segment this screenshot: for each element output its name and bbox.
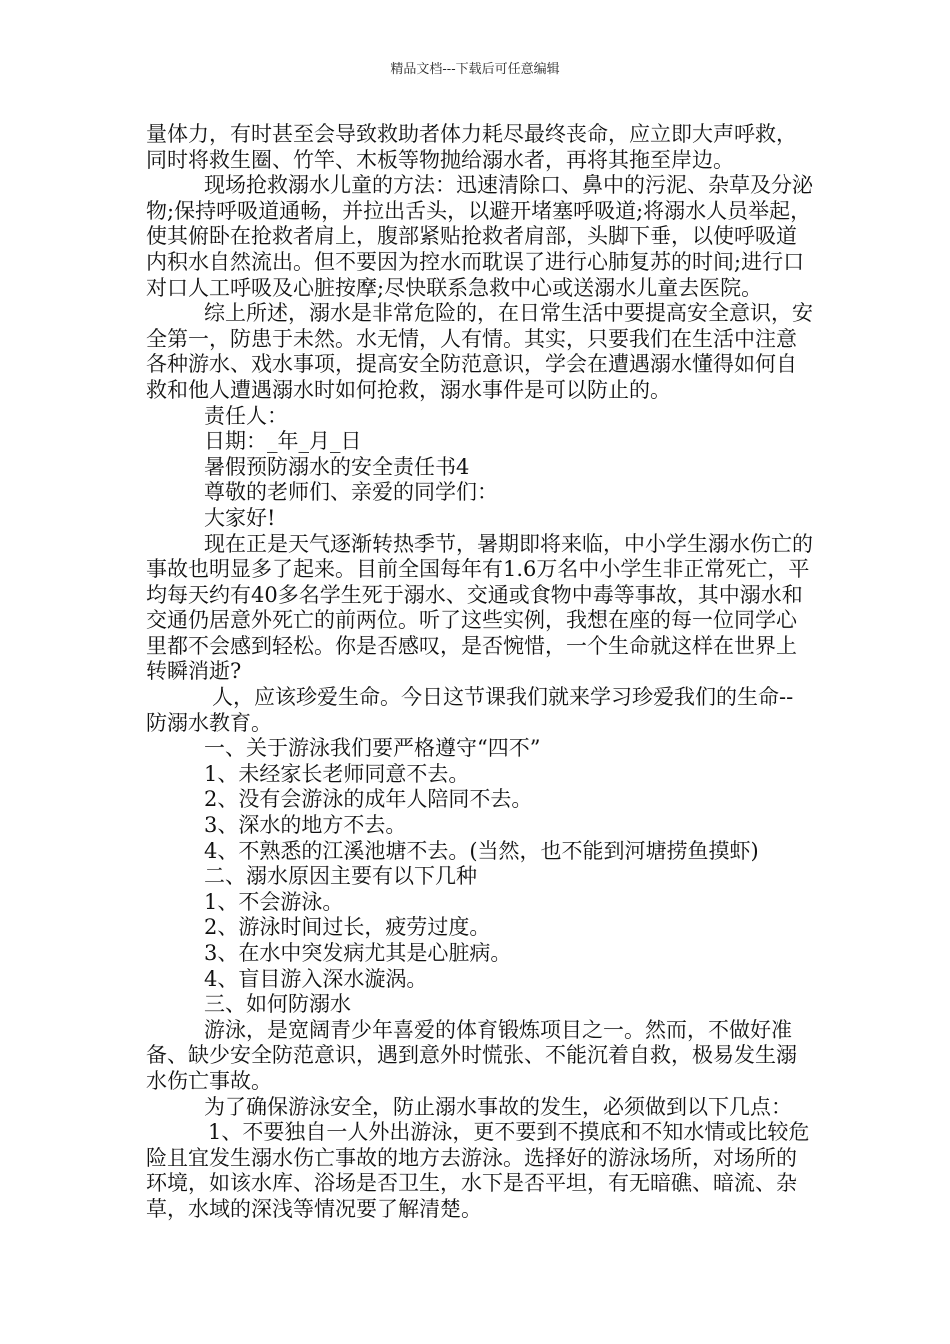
paragraph-point-one: 1、不要独自一人外出游泳，更不要到不摸底和不知水情或比较危险且宜发生溺水伤亡事故的地方去游泳。选择好的游泳场所，对场所的环境，如该水库、浴场是否卫生，水下是否平坦，有无暗礁、暗流、杂草，水域的深浅等情况要了解清楚。 — [146, 1120, 810, 1221]
list-item: 2、游泳时间过长，疲劳过度。 — [204, 915, 491, 940]
heading-prevention: 三、如何防溺水 — [204, 992, 351, 1017]
paragraph-rescue-method: 现场抢救溺水儿童的方法：迅速清除口、鼻中的污泥、杂草及分泌物;保持呼吸道通畅，并拉出舌头，以避开堵塞呼吸道;将溺水人员举起，使其俯卧在抢救者肩上，腹部紧贴抢救者肩部，头脚下垂，以使呼吸道内积水自然流出。但不要因为控水而耽误了进行心肺复苏的时间;进行口对口人工呼吸及心脏按摩;尽快联系急救中心或送溺水儿童去医院。 — [146, 173, 813, 300]
paragraph-cherish-life: 人，应该珍爱生命。今日这节课我们就来学习珍爱我们的生命--防溺水教育。 — [146, 685, 794, 735]
list-item: 4、盲目游入深水漩涡。 — [204, 966, 428, 991]
paragraph-swimming: 游泳，是宽阔青少年喜爱的体育锻炼项目之一。然而，不做好准备、缺少安全防范意识，遇到意外时慌张、不能沉着自救，极易发生溺水伤亡事故。 — [146, 1017, 797, 1093]
list-item: 1、不会游泳。 — [204, 889, 344, 914]
list-item: 3、深水的地方不去。 — [204, 813, 407, 838]
greeting: 大家好! — [204, 505, 276, 530]
salutation: 尊敬的老师们、亲爱的同学们： — [204, 480, 498, 505]
heading-drowning-causes: 二、溺水原因主要有以下几种 — [204, 864, 477, 889]
heading-four-nots: 一、关于游泳我们要严格遵守“四不” — [204, 736, 541, 761]
list-item: 2、没有会游泳的成年人陪同不去。 — [204, 787, 533, 812]
paragraph-ensure-safety: 为了确保游泳安全，防止溺水事故的发生，必须做到以下几点： — [204, 1094, 792, 1119]
list-item: 1、未经家长老师同意不去。 — [204, 761, 470, 786]
paragraph-summary: 综上所述，溺水是非常危险的，在日常生活中要提高安全意识，安全第一，防患于未然。水无情，人有情。其实，只要我们在生活中注意各种游水、戏水事项，提高安全防范意识，学会在遭遇溺水懂得如何自救和他人遭遇溺水时如何抢救，溺水事件是可以防止的。 — [146, 301, 813, 402]
responsible-person-line: 责任人： — [204, 403, 288, 428]
page-header: 精品文档---下载后可任意编辑 — [390, 62, 560, 77]
section-title: 暑假预防溺水的安全责任书4 — [204, 454, 470, 479]
date-line: 日期：_年_月_日 — [204, 429, 362, 454]
list-item: 4、不熟悉的江溪池塘不去。(当然，也不能到河塘捞鱼摸虾) — [204, 838, 759, 863]
paragraph-rescue-continued: 量体力，有时甚至会导致救助者体力耗尽最终丧命，应立即大声呼救，同时将救生圈、竹竿、木板等物抛给溺水者，再将其拖至岸边。 — [146, 122, 797, 172]
paragraph-intro: 现在正是天气逐渐转热季节，暑期即将来临，中小学生溺水伤亡的事故也明显多了起来。目前全国每年有1.6万名中小学生非正常死亡，平均每天约有40多名学生死于溺水、交通或食物中毒等事故，其中溺水和交通仍居意外死亡的前两位。听了这些实例，我想在座的每一位同学心里都不会感到轻松。你是否感叹，是否惋惜，一个生命就这样在世界上转瞬消逝? — [146, 531, 813, 684]
list-item: 3、在水中突发病尤其是心脏病。 — [204, 941, 512, 965]
document-body — [146, 122, 814, 1223]
